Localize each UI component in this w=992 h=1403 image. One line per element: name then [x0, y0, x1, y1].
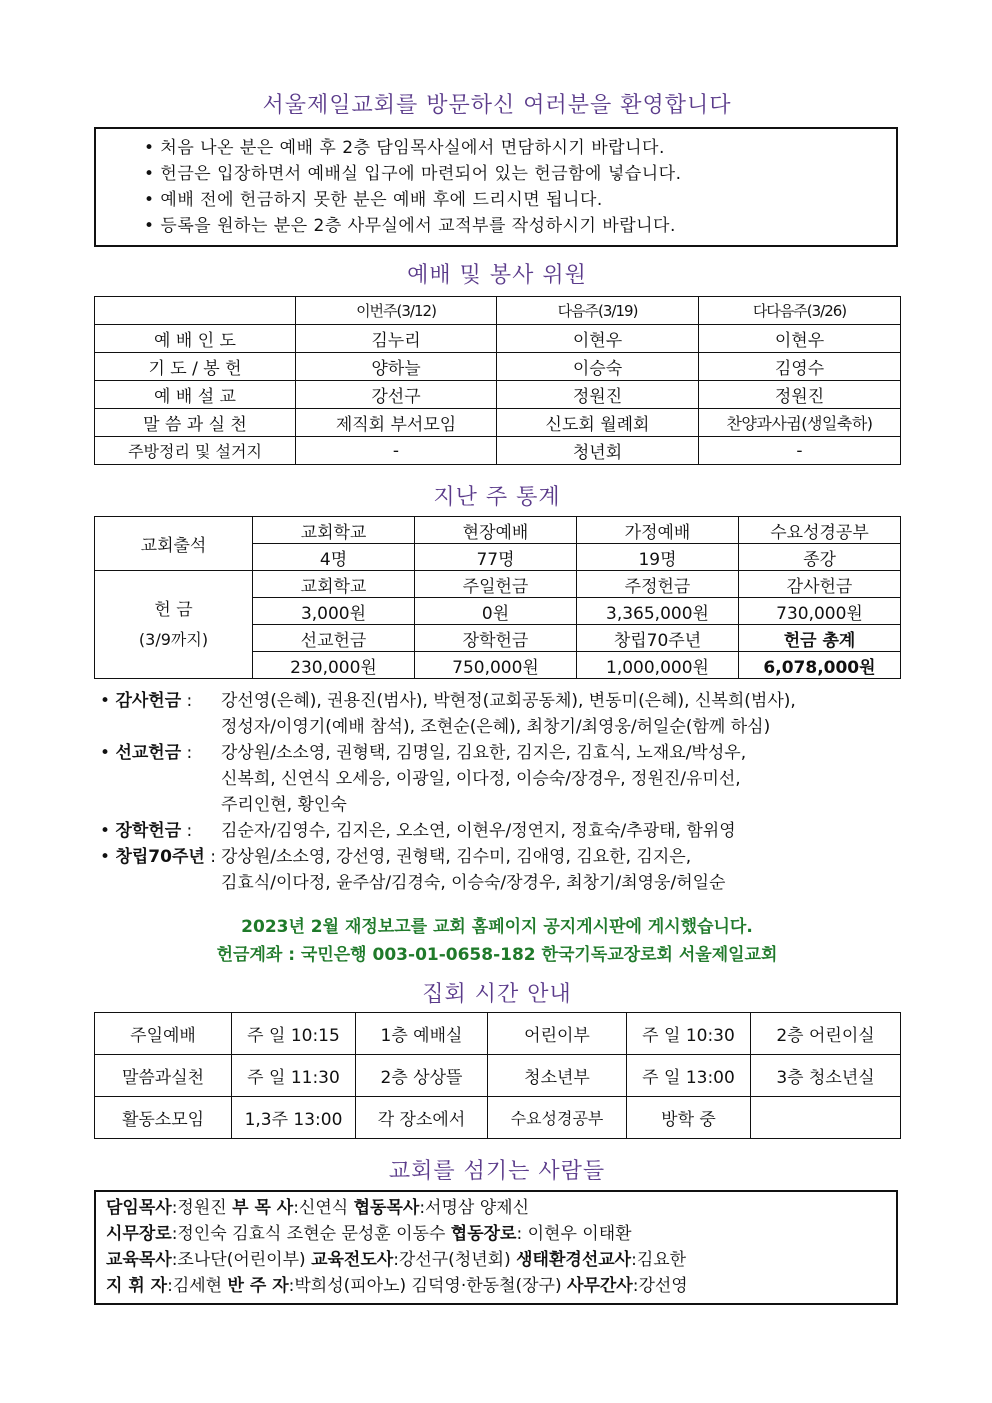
table-header: 창립70주년 — [577, 625, 739, 652]
role-names: :정원진 — [171, 1198, 233, 1218]
note-line: 강상원/소소영, 강선영, 권형택, 김수미, 김애영, 김요한, 김지은, — [221, 847, 692, 867]
people-title: 교회를 섬기는 사람들 — [388, 1159, 606, 1184]
role-names: :김세현 — [167, 1276, 228, 1296]
row-label: 예 배 설 교 — [95, 381, 296, 409]
table-cell: 정원진 — [699, 381, 901, 409]
table-cell: 1,3주 13:00 — [232, 1097, 356, 1139]
table-row — [95, 1013, 901, 1055]
table-header: 다다음주(3/26) — [699, 297, 901, 325]
table-cell: 3,365,000원 — [577, 598, 739, 625]
table-header: 주일헌금 — [415, 571, 577, 598]
role-names: :강선구(청년회) — [393, 1250, 517, 1270]
table-header: 장학헌금 — [415, 625, 577, 652]
mission-note: • 선교헌금 : 강상원/소소영, 권형택, 김명일, 김요한, 김지은, 김효식, 노재요/박성우, 신복희, 신연식 오세응, 이광일, 이다정, 이승숙/장경우, 정원진/유미선, 주리인현, 황인숙 — [100, 740, 900, 818]
scholar-note: • 장학헌금 : 김순자/김영수, 김지은, 오소연, 이현우/정연지, 정효숙/추광태, 함위영 — [100, 818, 900, 844]
table-cell: 수요성경공부 — [488, 1097, 627, 1139]
table-cell: 주 일 10:15 — [232, 1013, 356, 1055]
table-cell: 청년회 — [497, 437, 699, 465]
role-label: 사무간사 — [567, 1276, 633, 1296]
table-cell: 4명 — [253, 544, 415, 571]
welcome-line: • 등록을 원하는 분은 2층 사무실에서 교적부를 작성하시기 바랍니다. — [144, 216, 676, 236]
anniv-note: • 창립70주년 : 강상원/소소영, 강선영, 권형택, 김수미, 김애영, 김요한, 김지은, 김효식/이다정, 윤주삼/김경숙, 이승숙/장경우, 최창기/최영웅/허일순 — [100, 844, 900, 896]
row-label: 말 씀 과 실 천 — [95, 409, 296, 437]
offering-label — [95, 571, 253, 679]
table-cell: 이현우 — [699, 325, 901, 353]
role-label: 교육전도사 — [311, 1250, 394, 1270]
role-label: 시무장로 — [106, 1224, 172, 1244]
table-cell: - — [296, 437, 497, 465]
table-cell: 김영수 — [699, 353, 901, 381]
people-row — [106, 1195, 896, 1221]
note-line: 김순자/김영수, 김지은, 오소연, 이현우/정연지, 정효숙/추광태, 함위영 — [221, 821, 736, 841]
table-cell: 주 일 11:30 — [232, 1055, 356, 1097]
role-label: 부 목 사 — [232, 1198, 294, 1218]
thanks-label: 감사헌금 — [115, 691, 182, 711]
table-cell: 양하늘 — [296, 353, 497, 381]
welcome-title: 서울제일교회를 방문하신 여러분을 환영합니다 — [262, 93, 732, 118]
role-label: 협동장로 — [450, 1224, 517, 1244]
offering-title: 헌 금 — [154, 599, 193, 620]
note-line: 신복희, 신연식 오세응, 이광일, 이다정, 이승숙/장경우, 정원진/유미선, — [221, 769, 741, 789]
table-header: 감사헌금 — [739, 571, 901, 598]
role-label: 교육목사 — [106, 1250, 172, 1270]
table-cell: 종강 — [739, 544, 901, 571]
thanks-note: • 감사헌금 : 강선영(은혜), 권용진(범사), 박현정(교회공동체), 변동미(은혜), 신복희(범사), 정성자/이영기(예배 참석), 조현순(은혜), 최창기/최영웅/허일순(함께 하심) — [100, 688, 900, 740]
role-names: : 이현우 이태환 — [516, 1224, 632, 1244]
welcome-line: • 처음 나온 분은 예배 후 2층 담임목사실에서 면담하시기 바랍니다. — [144, 138, 665, 158]
table-cell: 주 일 10:30 — [627, 1013, 751, 1055]
welcome-line: • 예배 전에 헌금하지 못한 분은 예배 후에 드리시면 됩니다. — [144, 190, 603, 210]
welcome-line: • 헌금은 입장하면서 예배실 입구에 마련되어 있는 헌금함에 넣습니다. — [144, 164, 682, 184]
table-cell: 2층 어린이실 — [751, 1013, 901, 1055]
table-row — [95, 437, 901, 465]
table-cell: 강선구 — [296, 381, 497, 409]
table-cell: 3층 청소년실 — [751, 1055, 901, 1097]
table-header: 가정예배 — [577, 517, 739, 544]
note-line: 강상원/소소영, 권형택, 김명일, 김요한, 김지은, 김효식, 노재요/박성우, — [221, 743, 747, 763]
role-label: 협동목사 — [353, 1198, 420, 1218]
account-notice: 헌금계좌 : 국민은행 003-01-0658-182 한국기독교장로회 서울제일교회 — [216, 945, 778, 965]
role-label: 생태환경선교사 — [516, 1250, 632, 1270]
service-title: 예배 및 봉사 위원 — [407, 263, 587, 288]
mission-label: 선교헌금 — [115, 743, 182, 763]
scholar-label: 장학헌금 — [115, 821, 182, 841]
table-cell — [95, 297, 296, 325]
role-names: :신연식 — [293, 1198, 354, 1218]
total-value: 6,078,000원 — [739, 652, 901, 679]
row-label: 예 배 인 도 — [95, 325, 296, 353]
table-header: 교회학교 — [253, 517, 415, 544]
table-row — [95, 381, 901, 409]
table-cell: 750,000원 — [415, 652, 577, 679]
table-cell: 제직회 부서모임 — [296, 409, 497, 437]
stats-table — [94, 516, 901, 679]
table-cell: 이현우 — [497, 325, 699, 353]
offering-period: (3/9까지) — [138, 629, 209, 649]
meetings-table — [94, 1012, 901, 1139]
table-cell: 활동소모임 — [95, 1097, 232, 1139]
attendance-label: 교회출석 — [95, 517, 253, 571]
table-row — [95, 297, 901, 325]
note-line: 정성자/이영기(예배 참석), 조현순(은혜), 최창기/최영웅/허일순(함께 하심) — [221, 717, 771, 737]
note-line: 강선영(은혜), 권용진(범사), 박현정(교회공동체), 변동미(은혜), 신복희(범사), — [221, 691, 796, 711]
meetings-title: 집회 시간 안내 — [422, 982, 572, 1007]
table-cell: 어린이부 — [488, 1013, 627, 1055]
people-box — [94, 1190, 898, 1305]
role-label: 지 휘 자 — [106, 1276, 168, 1296]
table-cell: 청소년부 — [488, 1055, 627, 1097]
row-label: 주방정리 및 설거지 — [95, 437, 296, 465]
table-row — [95, 1055, 901, 1097]
table-header: 선교헌금 — [253, 625, 415, 652]
people-row — [106, 1273, 896, 1299]
table-cell: 3,000원 — [253, 598, 415, 625]
role-names: :김요한 — [631, 1250, 687, 1270]
table-cell: 김누리 — [296, 325, 497, 353]
table-row — [95, 325, 901, 353]
role-names: :박희성(피아노) 김덕영·한동철(장구) — [288, 1276, 568, 1296]
table-row — [95, 409, 901, 437]
table-cell: 730,000원 — [739, 598, 901, 625]
welcome-box — [94, 127, 898, 247]
role-label: 반 주 자 — [227, 1276, 289, 1296]
table-cell: 말씀과실천 — [95, 1055, 232, 1097]
table-header: 수요성경공부 — [739, 517, 901, 544]
table-cell: 주일예배 — [95, 1013, 232, 1055]
table-cell: 77명 — [415, 544, 577, 571]
role-names: :서명삼 양제신 — [419, 1198, 529, 1218]
table-cell: 1층 예배실 — [356, 1013, 488, 1055]
table-cell: 230,000원 — [253, 652, 415, 679]
table-cell: 19명 — [577, 544, 739, 571]
role-names: :강선영 — [632, 1276, 688, 1296]
donor-notes — [100, 688, 900, 896]
table-cell: 방학 중 — [627, 1097, 751, 1139]
table-cell: 정원진 — [497, 381, 699, 409]
row-label: 기 도 / 봉 헌 — [95, 353, 296, 381]
note-line: 주리인현, 황인숙 — [221, 795, 347, 815]
role-label: 담임목사 — [106, 1198, 172, 1218]
note-line: 김효식/이다정, 윤주삼/김경숙, 이승숙/장경우, 최창기/최영웅/허일순 — [221, 873, 726, 893]
table-cell: 1,000,000원 — [577, 652, 739, 679]
table-header: 이번주(3/12) — [296, 297, 497, 325]
table-cell: 2층 상상뜰 — [356, 1055, 488, 1097]
table-cell: 이승숙 — [497, 353, 699, 381]
table-cell: 0원 — [415, 598, 577, 625]
table-cell — [751, 1097, 901, 1139]
stats-title: 지난 주 통계 — [433, 485, 561, 510]
table-row — [95, 353, 901, 381]
table-cell: 각 장소에서 — [356, 1097, 488, 1139]
table-cell: 주 일 13:00 — [627, 1055, 751, 1097]
table-header: 교회학교 — [253, 571, 415, 598]
table-row — [95, 517, 901, 544]
anniv-label: 창립70주년 — [115, 847, 205, 867]
role-names: :조나단(어린이부) — [171, 1250, 312, 1270]
table-cell: 찬양과사귐(생일축하) — [699, 409, 901, 437]
people-row — [106, 1221, 896, 1247]
table-header: 현장예배 — [415, 517, 577, 544]
service-table — [94, 296, 901, 465]
people-row — [106, 1247, 896, 1273]
finance-report-notice: 2023년 2월 재정보고를 교회 홈페이지 공지게시판에 게시했습니다. — [241, 917, 753, 937]
table-cell: - — [699, 437, 901, 465]
table-cell: 신도회 월례회 — [497, 409, 699, 437]
table-header: 다음주(3/19) — [497, 297, 699, 325]
role-names: :정인숙 김효식 조현순 문성훈 이동수 — [171, 1224, 451, 1244]
table-row — [95, 1097, 901, 1139]
total-header: 헌금 총계 — [739, 625, 901, 652]
table-row — [95, 571, 901, 598]
table-header: 주정헌금 — [577, 571, 739, 598]
